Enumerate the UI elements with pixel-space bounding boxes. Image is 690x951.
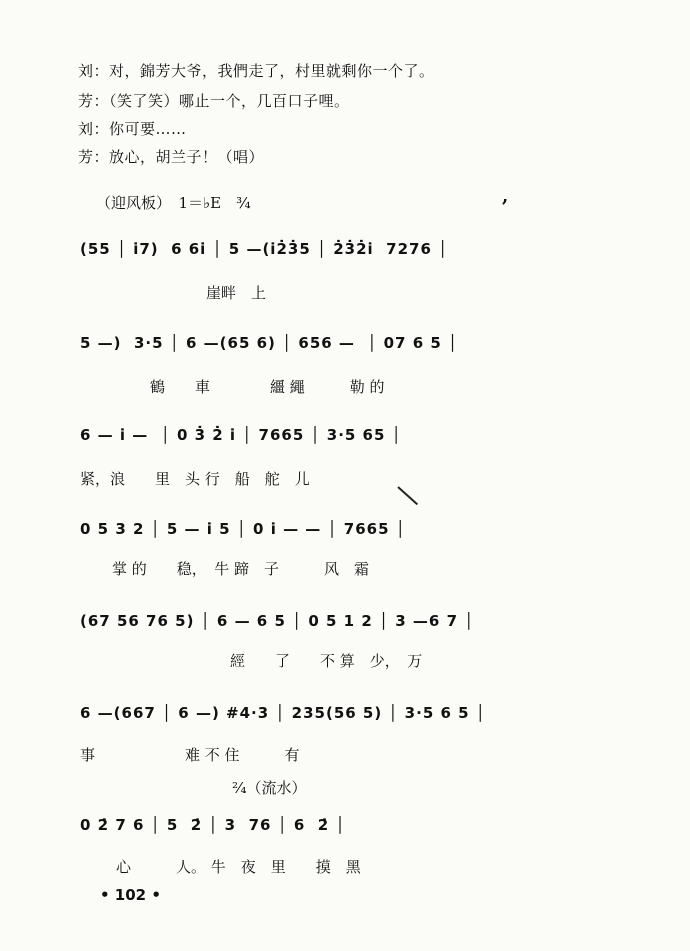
- staff-notes: 6 —(667 │ 6 —) #4·3 │ 235(56 5) │ 3·5 6 5 │: [80, 704, 486, 722]
- staff-row-7: [80, 808, 610, 838]
- staff-notes: 5 —) 3·5 │ 6 —(65 6) │ 656 — │ 07 6 5 │: [80, 334, 459, 352]
- lyric-row-4: 掌 的 稳， 牛 蹄 子 风 霜: [112, 560, 370, 578]
- lyric-row-2: 鶴 車 繮 繩 勒 的: [150, 378, 385, 396]
- staff-notes: 0 2̇ 7 6 │ 5 2̇ │ 3 76 │ 6 2̇ │: [80, 816, 346, 834]
- dialogue-line-2: 芳：（笑了笑）哪止一个，几百口子哩。: [78, 92, 350, 110]
- lyric-row-5: 經 了 不 算 少， 万: [230, 652, 423, 670]
- dialogue-line-4: 芳：放心，胡兰子！（唱）: [78, 148, 265, 166]
- staff-row-6: [80, 696, 610, 726]
- lyric-row-7: 心 人。 牛 夜 里 摸 黑: [116, 858, 361, 876]
- staff-row-4: [80, 512, 610, 542]
- lyric-row-3: 紧，浪 里 头 行 船 舵 儿: [80, 470, 310, 488]
- staff-notes: 0 5 3 2 │ 5 — i̇ 5 │ 0 i̇ — — │ 7665 │: [80, 520, 406, 538]
- lyric-row-6: 事 难 不 住 有: [80, 746, 300, 764]
- staff-notes: 6 — i̇ — │ 0 3̇ 2̇ i̇ │ 7665 │ 3·5 65 │: [80, 426, 402, 444]
- staff-notes: (55 │ i̇7) 6 6i̇ │ 5 —(i̇2̇3̇5 │ 2̇3̇2̇i̇ 7276 │: [80, 240, 449, 258]
- dialogue-line-3: 刘：你可要……: [78, 120, 187, 138]
- staff-row-3: [80, 418, 610, 448]
- staff-row-1: [80, 232, 610, 262]
- breath-mark: ,: [502, 186, 509, 207]
- staff-row-5: [80, 604, 610, 634]
- dialogue-line-1: 刘：对，錦芳大爷，我們走了，村里就剩你一个了。: [78, 62, 435, 80]
- stroke-mark: [397, 486, 418, 505]
- lyric-row-1: 崖畔 上: [206, 284, 267, 302]
- staff-notes: (67 56 76 5) │ 6 — 6 5 │ 0 5 1 2 │ 3 —6 7 │: [80, 612, 475, 630]
- tempo-marking: （迎风板） 1＝♭E ¾: [96, 194, 251, 212]
- staff-row-2: [80, 326, 610, 356]
- page-number: • 102 •: [100, 886, 161, 904]
- meter-change: ²⁄₄（流水）: [232, 779, 307, 797]
